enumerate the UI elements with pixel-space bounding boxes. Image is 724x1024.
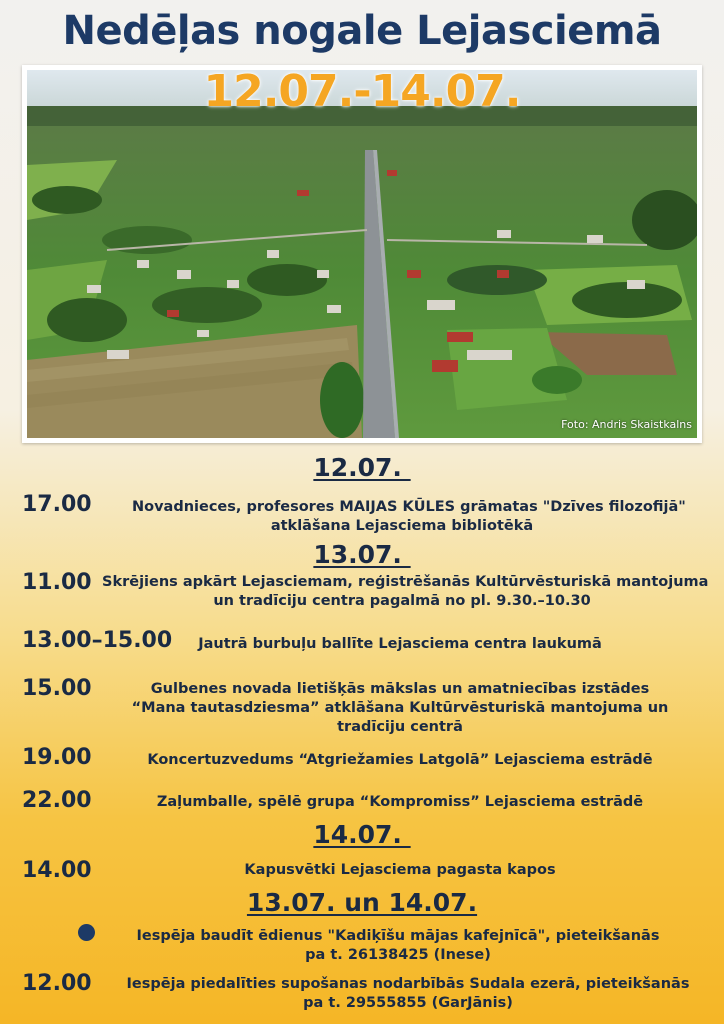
event-description: Iespēja baudīt ēdienus "Kadiķīšu mājas kafejnīcā", pieteikšanās pa t. 26138425 (Inese) — [136, 928, 660, 963]
event-description: Kapusvētki Lejasciema pagasta kapos — [244, 862, 556, 878]
page-title: Nedēļas nogale Lejasciemā — [62, 8, 662, 54]
event-description: Zaļumballe, spēlē grupa “Kompromiss” Lejasciema estrādē — [156, 794, 644, 810]
event-time: 11.00 — [22, 570, 92, 595]
event-description: Gulbenes novada lietišķās mākslas un amatniecības izstādes “Mana tautasdziesma” atklāšana Kultūrvēsturiskā mantojuma un tradīciju centrā — [131, 681, 669, 735]
event-description: Novadnieces, profesores MAIJAS KŪLES grāmatas "Dzīves filozofijā" atklāšana Lejasciema bibliotēkā — [132, 499, 686, 534]
event-time: 13.00–15.00 — [22, 628, 173, 653]
day-heading-4: 13.07. un 14.07. — [246, 888, 478, 917]
dates-banner: 12.07.-14.07. — [203, 66, 521, 117]
event-time: 19.00 — [22, 745, 92, 770]
day-heading-2: 13.07. — [313, 540, 411, 569]
event-time: 22.00 — [22, 788, 92, 813]
event-description: Jautrā burbuļu ballīte Lejasciema centra laukumā — [198, 636, 602, 652]
event-description: Koncertuzvedums “Atgriežamies Latgolā” Lejasciema estrādē — [147, 752, 653, 768]
aerial-village-photo — [22, 65, 702, 443]
event-time: 12.00 — [22, 971, 92, 996]
aerial-photo-graphic — [27, 70, 697, 438]
event-description: Skrējiens apkārt Lejasciemam, reģistrēšanās Kultūrvēsturiskā mantojuma un tradīciju centra pagalmā no pl. 9.30.–10.30 — [102, 574, 709, 609]
day-heading-3: 14.07. — [313, 820, 411, 849]
photo-credit: Foto: Andris Skaistkalns — [561, 418, 692, 431]
event-time: 15.00 — [22, 676, 92, 701]
day-heading-1: 12.07. — [313, 453, 411, 482]
event-time: 14.00 — [22, 858, 92, 883]
event-description: Iespēja piedalīties supošanas nodarbībās Sudala ezerā, pieteikšanās pa t. 29555855 (GarJānis) — [126, 976, 690, 1011]
bullet-dot-icon — [78, 924, 95, 941]
event-time: 17.00 — [22, 492, 92, 517]
